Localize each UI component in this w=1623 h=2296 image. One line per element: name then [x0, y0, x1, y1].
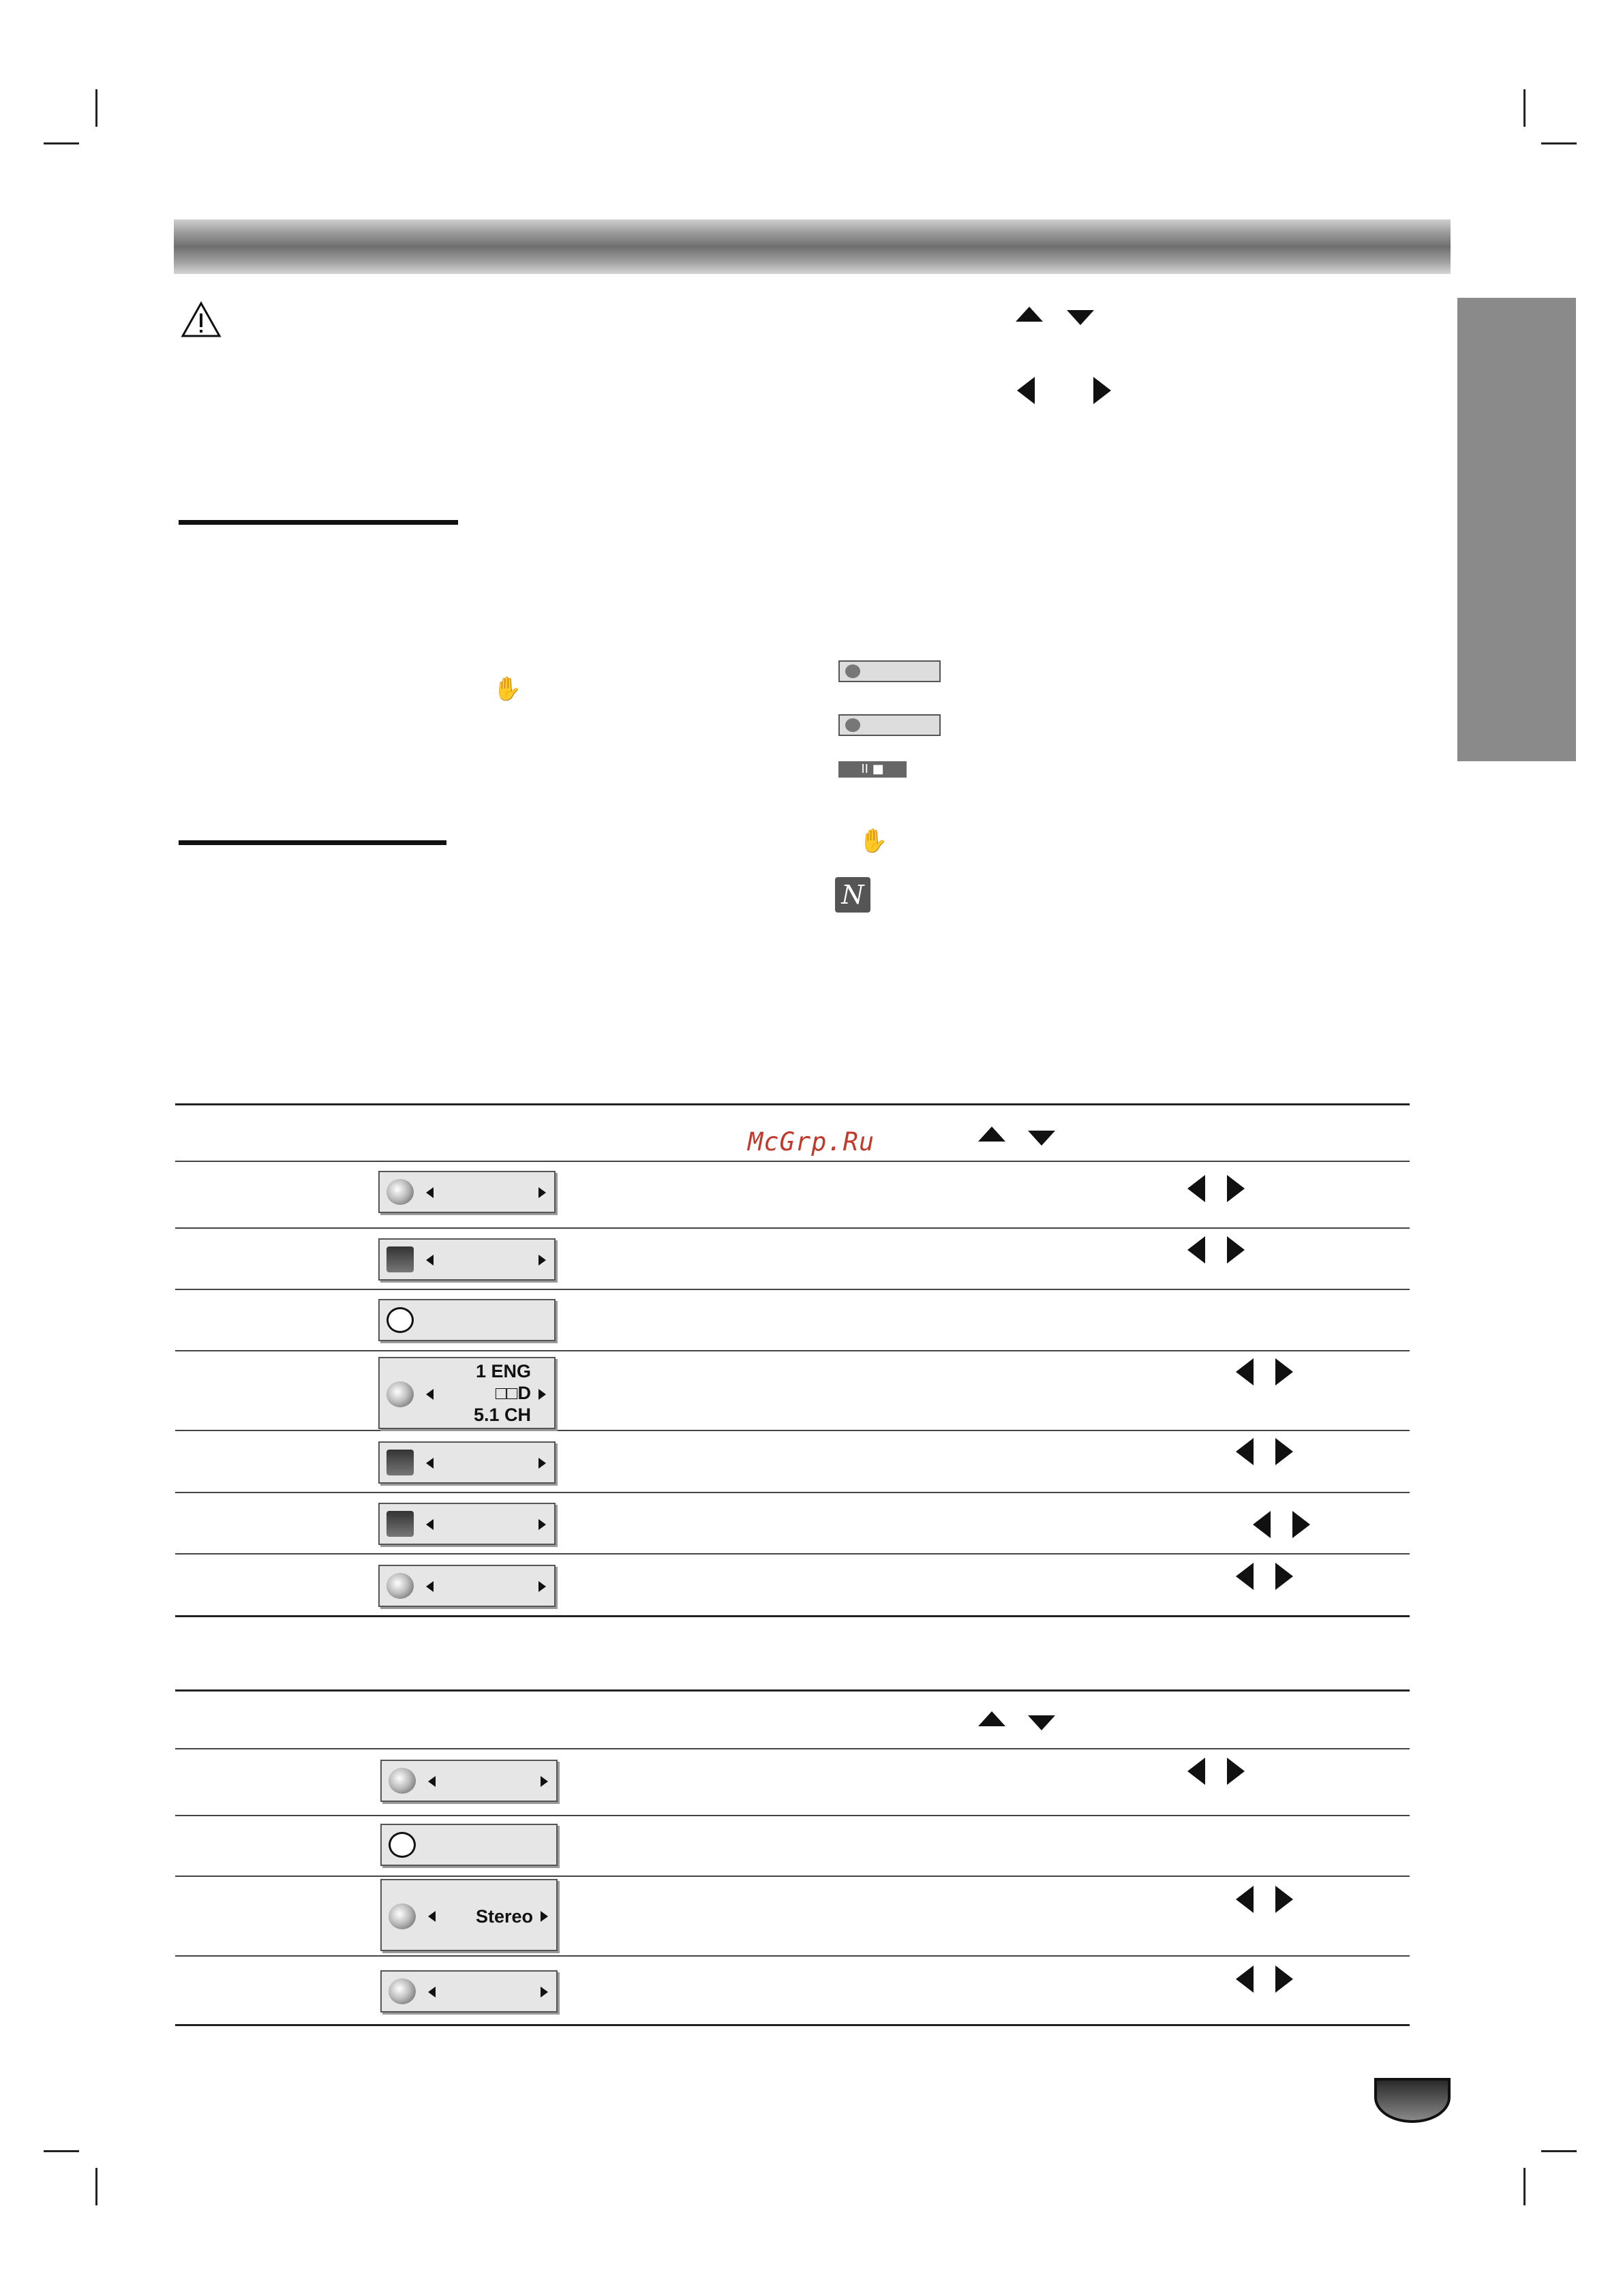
- table-rule: [175, 1103, 1410, 1105]
- left-right-arrows-icon: [1236, 1436, 1293, 1467]
- left-arrow-icon: [426, 1255, 434, 1266]
- hand-icon: ✋: [493, 675, 522, 703]
- warning-icon: [181, 301, 222, 338]
- tv-icon: [386, 1450, 414, 1475]
- up-arrow-icon: [978, 1127, 1005, 1142]
- table-rule: [175, 1615, 1410, 1617]
- crop-mark: [95, 89, 97, 127]
- audio-mode: Stereo: [475, 1906, 533, 1927]
- osd-title-box: [378, 1171, 556, 1213]
- headphone-icon: [386, 1381, 414, 1407]
- osd-sound-box: [378, 1565, 556, 1607]
- table-rule: [175, 1227, 1410, 1229]
- table-rule: [175, 1553, 1410, 1555]
- crop-mark: [44, 142, 79, 144]
- page-number-badge: [1374, 2078, 1451, 2123]
- film-icon: [386, 1246, 414, 1272]
- left-right-arrows-icon: [1236, 1356, 1293, 1388]
- audio-format: □□D: [495, 1383, 531, 1403]
- table-rule: [175, 1289, 1410, 1290]
- speaker-icon: [389, 1978, 416, 2004]
- left-arrow-icon: [428, 1911, 436, 1922]
- down-arrow-icon: [1067, 310, 1094, 325]
- table-rule: [175, 1955, 1410, 1957]
- play-status-box: [838, 714, 941, 736]
- right-arrow-icon: [539, 1389, 546, 1400]
- clock-icon: [386, 1307, 414, 1333]
- crop-mark: [1523, 89, 1526, 127]
- play-icon: [845, 718, 860, 732]
- osd-audio-box: [378, 1357, 556, 1429]
- right-arrow-icon: [541, 1911, 548, 1922]
- table-rule: [175, 1689, 1410, 1692]
- hand-icon: ✋: [859, 827, 888, 855]
- table-rule: [175, 1492, 1410, 1493]
- right-arrow-icon: [539, 1255, 546, 1266]
- left-right-arrows-icon: [1236, 1884, 1293, 1915]
- crop-mark: [1541, 2150, 1577, 2152]
- left-right-arrows-icon: [1253, 1509, 1310, 1540]
- speaker-icon: [386, 1573, 414, 1599]
- table-rule: [175, 1350, 1410, 1351]
- crop-mark: [1523, 2168, 1526, 2205]
- play-icon: [845, 664, 860, 678]
- right-arrow-icon: [541, 1987, 548, 1997]
- left-arrow-icon: [426, 1458, 434, 1469]
- n-badge-icon: N: [835, 877, 870, 913]
- pause-stop-box: II ■: [838, 761, 907, 778]
- right-arrow-icon: [539, 1458, 546, 1469]
- table-rule: [175, 2024, 1410, 2026]
- play-status-box: [838, 660, 941, 682]
- table-rule: [175, 1748, 1410, 1749]
- disc-icon: [386, 1179, 414, 1205]
- osd-audio-box: [380, 1879, 558, 1951]
- table-rule: [175, 1815, 1410, 1816]
- camera-icon: [386, 1511, 414, 1537]
- left-right-arrows-icon: [1187, 1234, 1245, 1266]
- left-right-arrows-icon: [1236, 1561, 1293, 1592]
- left-arrow-icon: [426, 1389, 434, 1400]
- section-rule: [179, 520, 458, 525]
- down-arrow-icon: [1028, 1715, 1055, 1730]
- left-arrow-icon: [428, 1776, 436, 1787]
- up-arrow-icon: [978, 1711, 1005, 1726]
- side-tab: [1457, 298, 1576, 761]
- osd-angle-box: [378, 1503, 556, 1545]
- table-rule: [175, 1161, 1410, 1162]
- osd-subtitle-box: [378, 1441, 556, 1484]
- watermark: McGrp.Ru: [748, 1127, 875, 1157]
- crop-mark: [44, 2150, 79, 2152]
- header-bar: [174, 219, 1451, 274]
- headphone-icon: [389, 1903, 416, 1929]
- left-arrow-icon: [426, 1581, 434, 1592]
- left-right-arrows-icon: [1187, 1756, 1245, 1787]
- left-right-arrows-icon: [1236, 1963, 1293, 1995]
- crop-mark: [1541, 142, 1577, 144]
- clock-icon: [389, 1832, 416, 1858]
- osd-track-box: [380, 1760, 558, 1802]
- section-rule: [179, 840, 446, 845]
- right-arrow-icon: [539, 1519, 546, 1530]
- audio-channels: 5.1 CH: [473, 1405, 531, 1425]
- osd-sound-box: [380, 1970, 558, 2012]
- right-arrow-icon: [539, 1581, 546, 1592]
- osd-time-box: [378, 1299, 556, 1341]
- left-right-arrows-icon: [1187, 1173, 1245, 1204]
- up-arrow-icon: [1016, 307, 1043, 322]
- left-arrow-icon: [426, 1519, 434, 1530]
- left-right-arrows-icon: [1017, 375, 1111, 406]
- crop-mark: [95, 2168, 97, 2205]
- right-arrow-icon: [539, 1187, 546, 1198]
- osd-time-box: [380, 1824, 558, 1866]
- table-rule: [175, 1876, 1410, 1877]
- disc-icon: [389, 1768, 416, 1794]
- left-arrow-icon: [426, 1187, 434, 1198]
- down-arrow-icon: [1028, 1131, 1055, 1146]
- left-arrow-icon: [428, 1987, 436, 1997]
- right-arrow-icon: [541, 1776, 548, 1787]
- table-rule: [175, 1430, 1410, 1431]
- audio-language: 1 ENG: [475, 1361, 531, 1381]
- osd-chapter-box: [378, 1238, 556, 1281]
